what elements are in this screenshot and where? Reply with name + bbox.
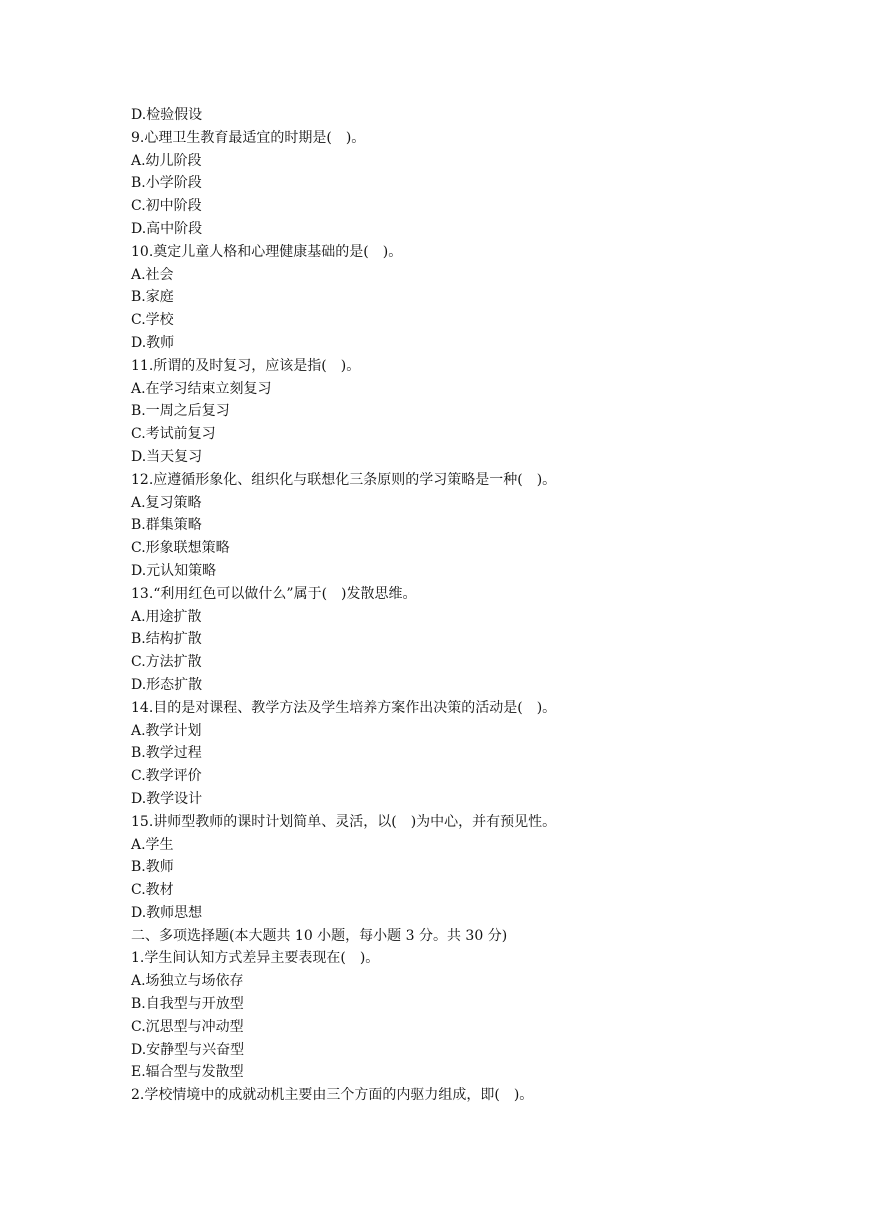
option-line: C.教材 [131,882,174,899]
option-line: C.考试前复习 [131,426,216,443]
exam-text-body [131,104,771,1107]
option-line: A.在学习结束立刻复习 [131,380,272,397]
option-line: D.教师 [131,334,175,351]
option-line: B.小学阶段 [131,175,202,192]
option-line: D.元认知策略 [131,562,217,579]
option-line: A.学生 [131,836,174,853]
option-line: D.教师思想 [131,904,203,921]
option-line: A.教学计划 [131,722,202,739]
option-line: B.教师 [131,859,174,876]
option-line: B.家庭 [131,289,174,306]
option-line: C.方法扩散 [131,654,202,671]
section-heading: 二、多项选择题(本大题共 10 小题，每小题 3 分。共 30 分) [131,927,508,944]
option-line: A.社会 [131,266,174,283]
option-line: D.安静型与兴奋型 [131,1041,245,1058]
option-line: C.形象联想策略 [131,540,230,557]
option-line: C.初中阶段 [131,198,202,215]
option-line: D.当天复习 [131,448,203,465]
option-line: C.学校 [131,312,174,329]
question-line: 10.奠定儿童人格和心理健康基础的是( )。 [131,243,403,260]
option-line: D.检验假设 [131,107,203,123]
option-line: C.教学评价 [131,768,202,785]
option-line: D.教学设计 [131,790,203,807]
question-line: 1.学生间认知方式差异主要表现在( )。 [131,950,380,967]
option-line: A.场独立与场依存 [131,973,244,990]
option-line: B.自我型与开放型 [131,996,244,1013]
question-line: 13.“利用红色可以做什么”属于( )发散思维。 [131,585,417,602]
option-line: B.教学过程 [131,745,202,762]
option-line: D.形态扩散 [131,676,203,693]
option-line: B.一周之后复习 [131,403,230,420]
question-line: 2.学校情境中的成就动机主要由三个方面的内驱力组成，即( )。 [131,1087,534,1104]
option-line: B.结构扩散 [131,631,202,648]
option-line: A.复习策略 [131,494,202,511]
option-line: A.用途扩散 [131,608,202,625]
option-line: D.高中阶段 [131,220,203,237]
option-line: C.沉思型与冲动型 [131,1018,244,1035]
option-line: A.幼儿阶段 [131,152,202,169]
question-line: 14.目的是对课程、教学方法及学生培养方案作出决策的活动是( )。 [131,699,557,716]
question-line: 15.讲师型教师的课时计划简单、灵活，以( )为中心，并有预见性。 [131,813,557,830]
option-line: E.辐合型与发散型 [131,1064,244,1081]
question-line: 12.应遵循形象化、组织化与联想化三条原则的学习策略是一种( )。 [131,471,557,488]
question-line: 9.心理卫生教育最适宜的时期是( )。 [131,129,366,146]
option-line: B.群集策略 [131,517,202,534]
question-line: 11.所谓的及时复习，应该是指( )。 [131,357,361,374]
